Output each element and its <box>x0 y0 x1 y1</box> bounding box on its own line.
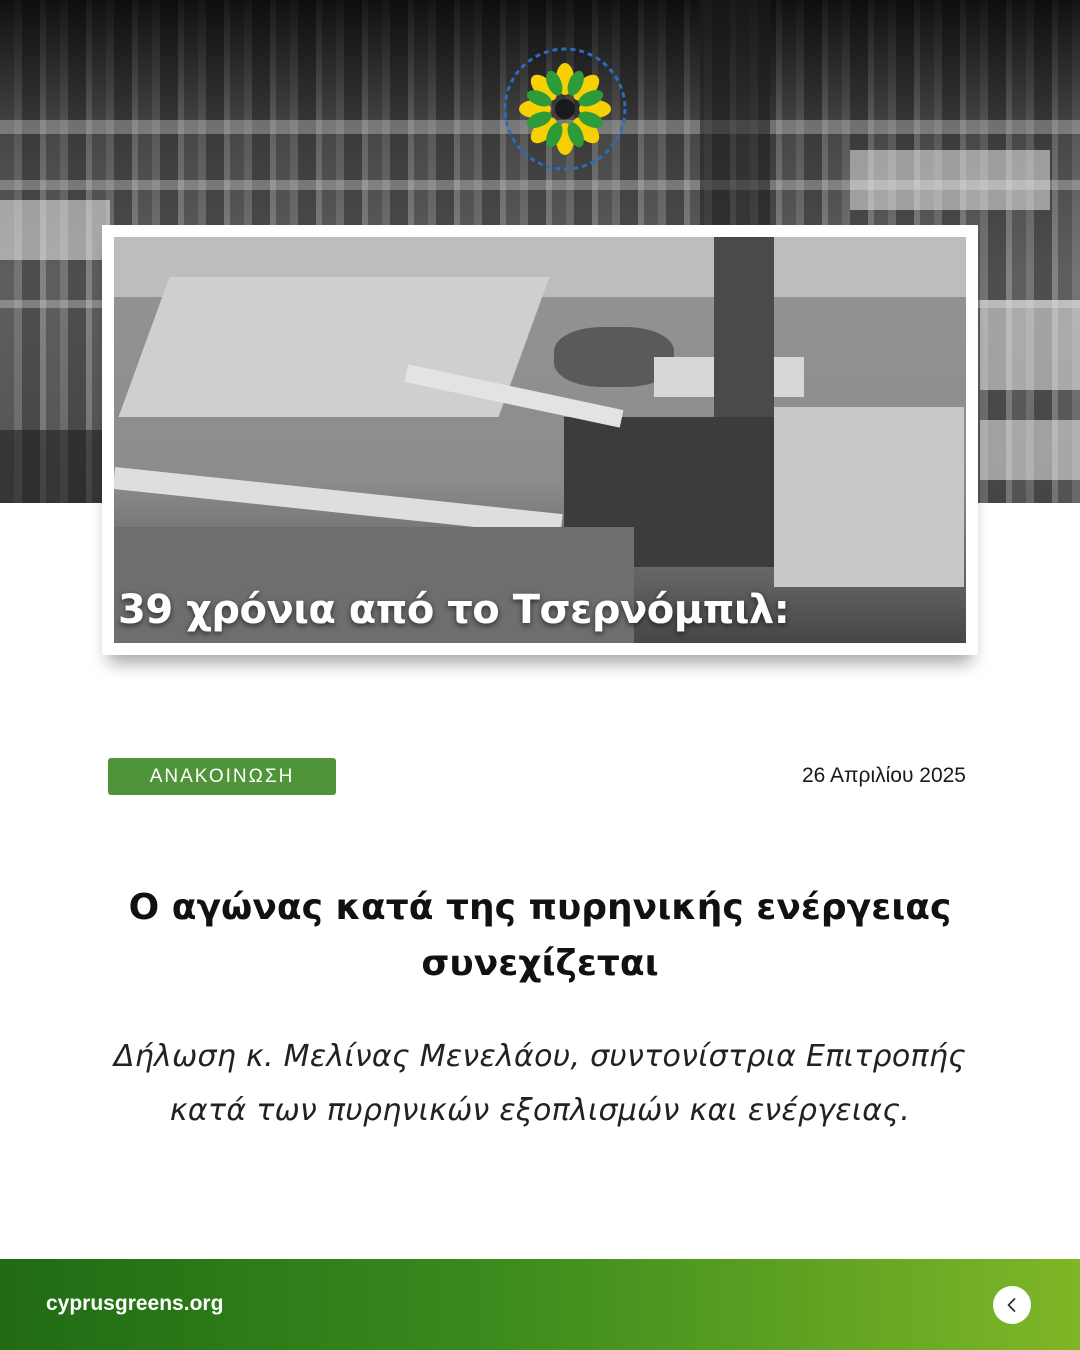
chevron-left-icon <box>1003 1296 1021 1314</box>
subtitle-line-1: Δήλωση κ. Μελίνας Μενελάου, συντονίστρια Επιτροπής <box>113 1039 967 1074</box>
subtitle-line-2: κατά των πυρηνικών εξοπλισμών και ενέργειας. <box>169 1093 911 1128</box>
featured-image-card <box>102 225 978 655</box>
footer-bar <box>0 1259 1080 1350</box>
back-button[interactable] <box>993 1286 1031 1324</box>
publish-date: 26 Απριλίου 2025 <box>801 764 966 787</box>
headline <box>90 880 990 992</box>
organization-logo <box>498 42 632 176</box>
headline-line-2: συνεχίζεται <box>421 943 659 984</box>
card-title: 39 χρόνια από το Τσερνόμπιλ: <box>118 587 790 633</box>
headline-line-1: Ο αγώνας κατά της πυρηνικής ενέργειας <box>128 887 952 928</box>
category-badge: ΑΝΑΚΟΙΝΩΣΗ <box>108 758 336 795</box>
subtitle <box>60 1030 1020 1138</box>
website-link[interactable]: cyprusgreens.org <box>46 1292 224 1315</box>
chernobyl-photo <box>114 237 966 643</box>
